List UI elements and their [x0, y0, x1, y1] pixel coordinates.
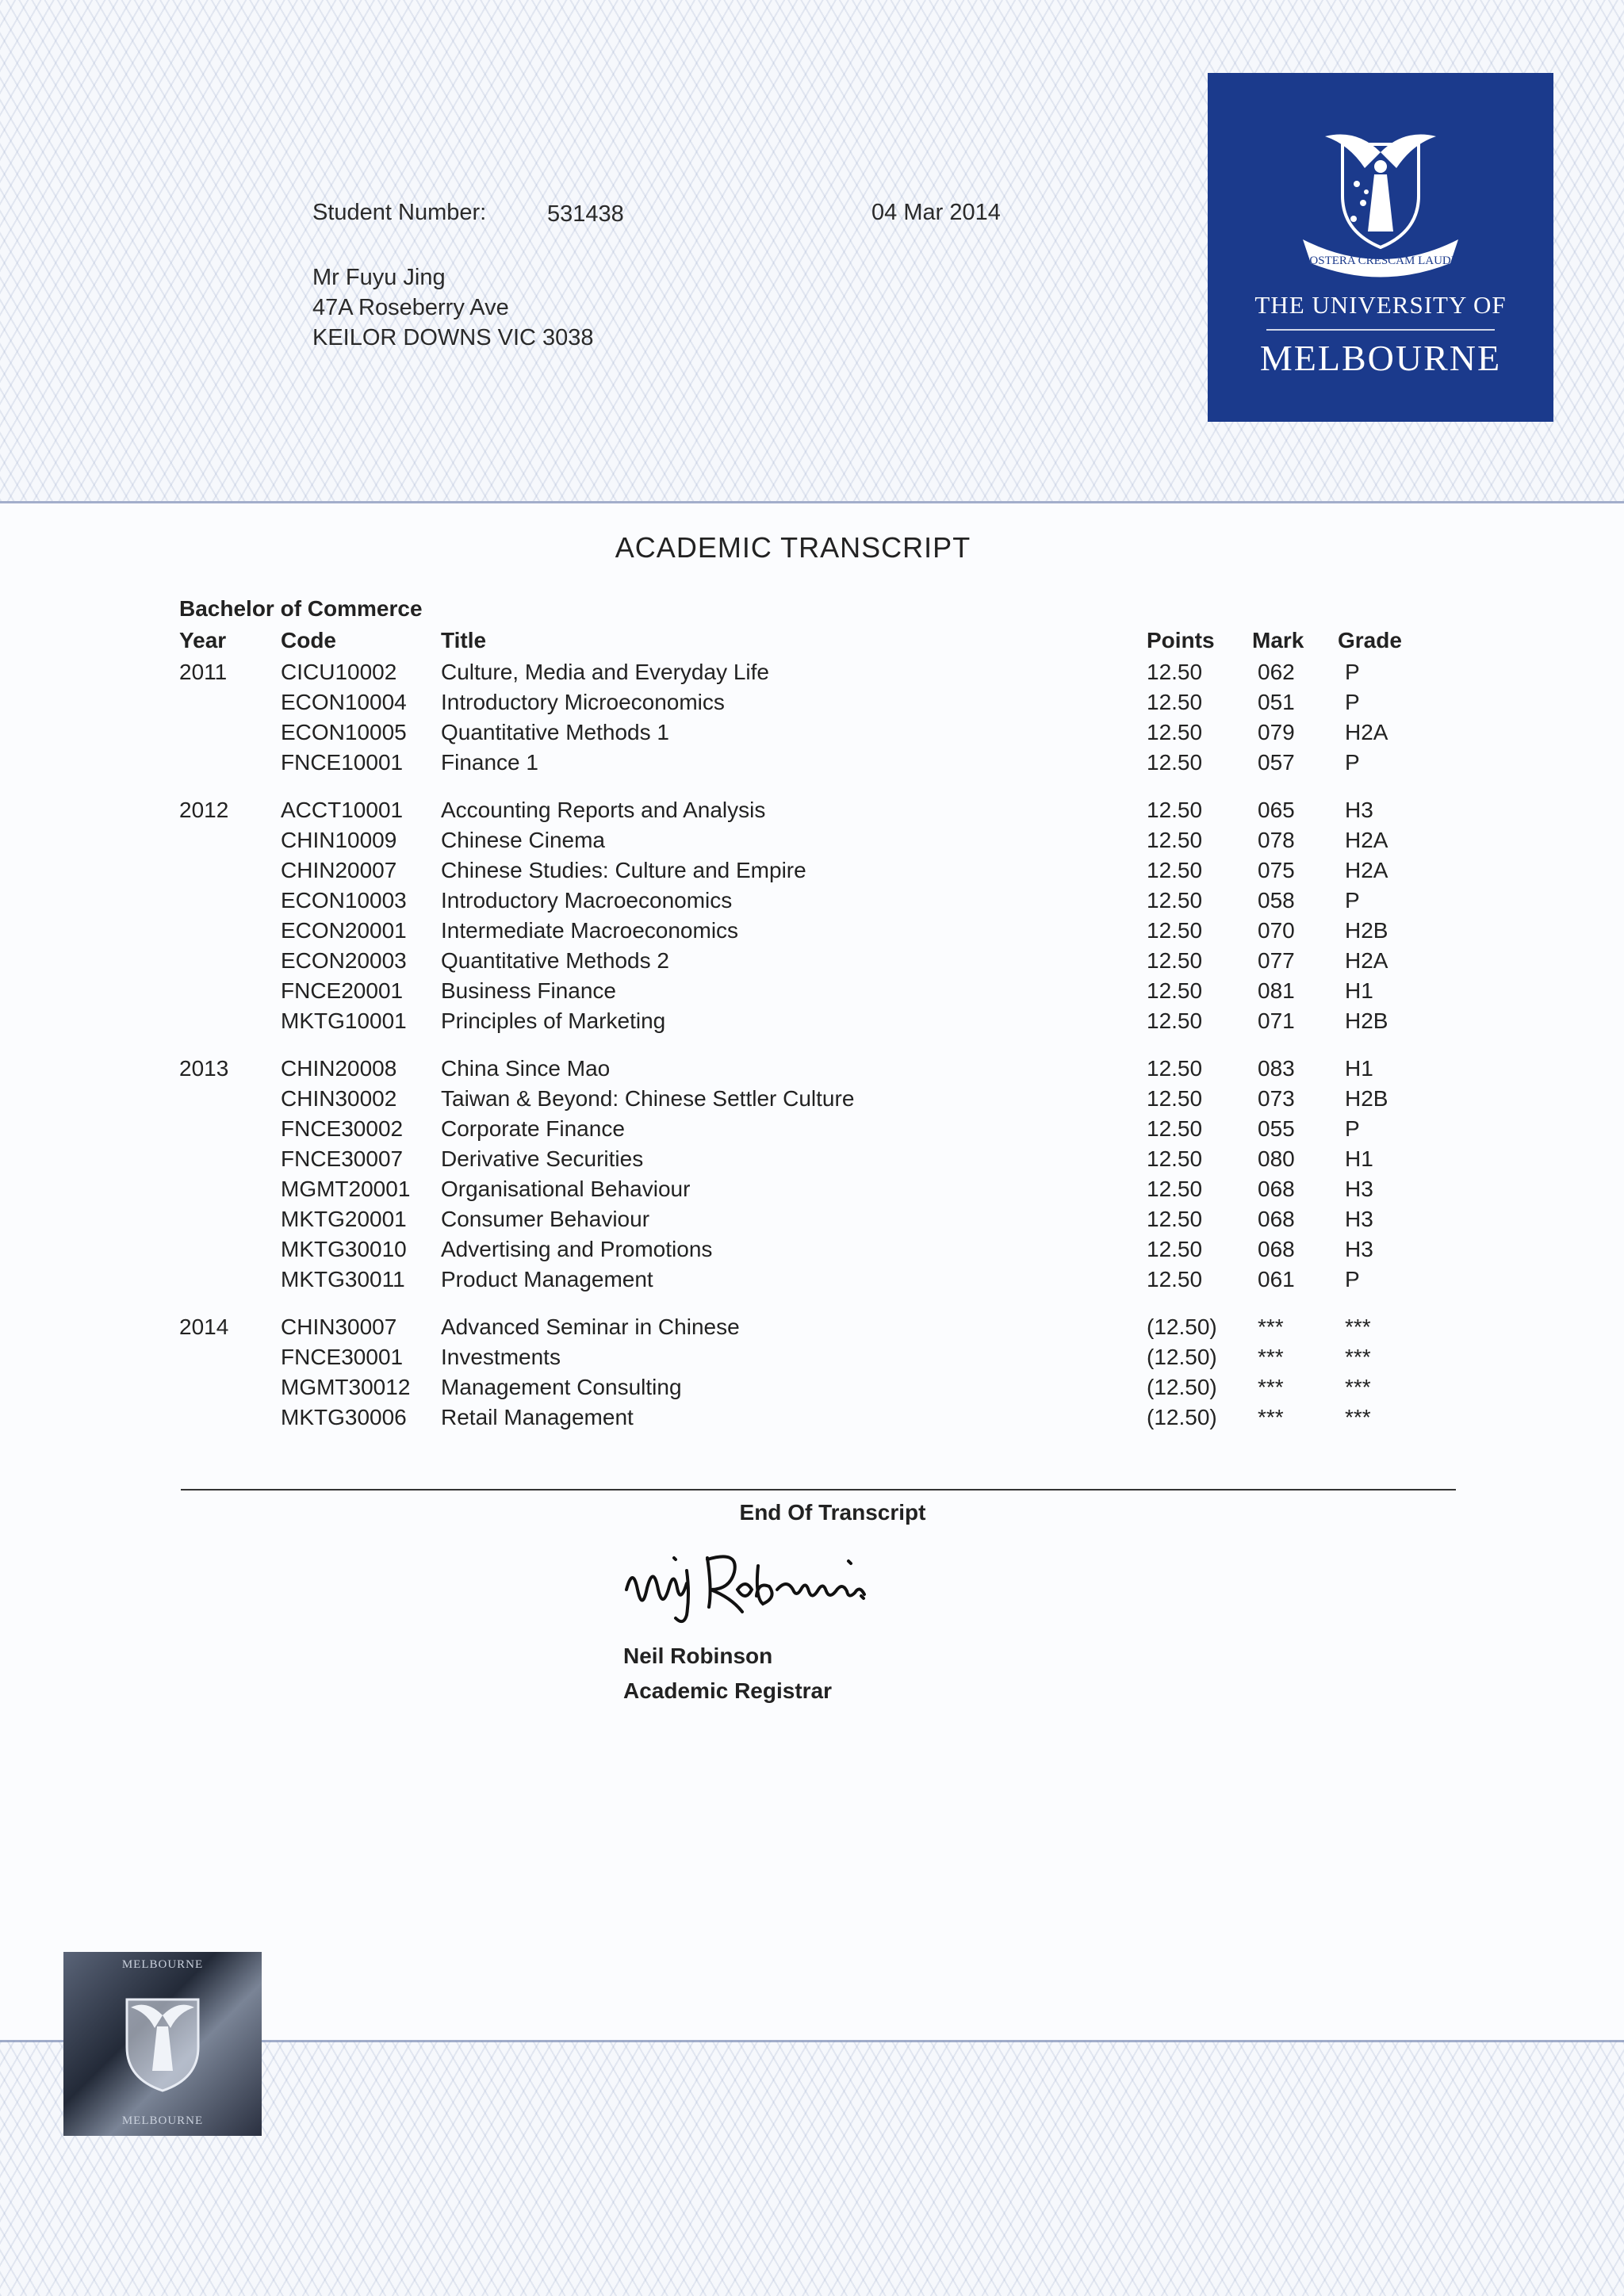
row-mark: 055 — [1258, 1116, 1295, 1141]
row-code: MKTG30006 — [281, 1405, 407, 1429]
row-year: 2012 — [179, 798, 229, 822]
column-year: Year — [179, 628, 227, 652]
row-points: 12.50 — [1147, 978, 1203, 1003]
column-mark: Mark — [1252, 628, 1304, 652]
row-title: Taiwan & Beyond: Chinese Settler Culture — [441, 1086, 855, 1111]
row-title: Derivative Securities — [441, 1146, 644, 1171]
row-code: MGMT30012 — [281, 1375, 411, 1399]
table-row — [0, 948, 1624, 978]
row-grade: H3 — [1345, 798, 1373, 822]
row-title: Quantitative Methods 1 — [441, 720, 669, 744]
row-mark: 071 — [1258, 1008, 1295, 1033]
row-points: 12.50 — [1147, 1086, 1203, 1111]
table-row — [0, 1116, 1624, 1146]
program-name: Bachelor of Commerce — [179, 596, 423, 621]
row-grade: P — [1345, 750, 1360, 775]
row-grade: H2A — [1345, 858, 1388, 882]
row-grade: P — [1345, 888, 1360, 913]
row-code: CHIN10009 — [281, 828, 397, 852]
row-title: Advertising and Promotions — [441, 1237, 713, 1261]
issue-date: 04 Mar 2014 — [871, 200, 1001, 225]
row-points: 12.50 — [1147, 1207, 1203, 1231]
row-code: CICU10002 — [281, 660, 397, 684]
table-row — [0, 828, 1624, 858]
row-mark: 057 — [1258, 750, 1295, 775]
row-points: 12.50 — [1147, 1146, 1203, 1171]
row-title: Product Management — [441, 1267, 653, 1292]
row-code: MKTG30010 — [281, 1237, 407, 1261]
table-row — [0, 720, 1624, 750]
row-code: ECON10003 — [281, 888, 407, 913]
table-row — [0, 918, 1624, 948]
row-title: Chinese Studies: Culture and Empire — [441, 858, 806, 882]
row-title: Business Finance — [441, 978, 617, 1003]
row-mark: 061 — [1258, 1267, 1295, 1292]
row-points: (12.50) — [1147, 1345, 1217, 1369]
row-mark: *** — [1258, 1375, 1284, 1399]
logo-line-2: MELBOURNE — [1259, 338, 1502, 378]
row-code: ECON20001 — [281, 918, 407, 943]
row-title: Consumer Behaviour — [441, 1207, 650, 1231]
row-points: 12.50 — [1147, 660, 1203, 684]
header-divider — [0, 501, 1624, 503]
table-row — [0, 858, 1624, 888]
row-grade: P — [1345, 690, 1360, 714]
row-code: FNCE10001 — [281, 750, 404, 775]
row-points: 12.50 — [1147, 720, 1203, 744]
row-code: FNCE30002 — [281, 1116, 404, 1141]
table-row — [0, 1314, 1624, 1345]
row-grade: H2A — [1345, 828, 1388, 852]
row-mark: 081 — [1258, 978, 1295, 1003]
row-mark: 065 — [1258, 798, 1295, 822]
hologram-crest-icon — [119, 1992, 206, 2095]
row-title: Organisational Behaviour — [441, 1177, 691, 1201]
row-title: Chinese Cinema — [441, 828, 605, 852]
row-year: 2011 — [179, 660, 228, 684]
row-code: MKTG10001 — [281, 1008, 407, 1033]
row-grade: P — [1345, 660, 1360, 684]
row-title: Investments — [441, 1345, 561, 1369]
row-title: Principles of Marketing — [441, 1008, 666, 1033]
row-code: ECON10005 — [281, 720, 407, 744]
row-grade: H2A — [1345, 720, 1388, 744]
row-code: FNCE30007 — [281, 1146, 404, 1171]
row-mark: 080 — [1258, 1146, 1295, 1171]
table-row — [0, 1146, 1624, 1177]
column-grade: Grade — [1338, 628, 1402, 652]
row-year: 2014 — [179, 1314, 229, 1339]
row-grade: H3 — [1345, 1237, 1373, 1261]
table-row — [0, 1008, 1624, 1039]
row-grade: H2B — [1345, 1086, 1388, 1111]
column-title: Title — [441, 628, 487, 652]
row-code: FNCE30001 — [281, 1345, 404, 1369]
row-points: 12.50 — [1147, 690, 1203, 714]
table-row — [0, 978, 1624, 1008]
table-row — [0, 1177, 1624, 1207]
row-mark: 068 — [1258, 1177, 1295, 1201]
logo-divider — [1266, 329, 1495, 331]
table-row — [0, 1056, 1624, 1086]
student-number-label: Student Number: — [312, 200, 487, 225]
row-title: Finance 1 — [441, 750, 538, 775]
row-code: MKTG30011 — [281, 1267, 405, 1292]
row-points: 12.50 — [1147, 1267, 1203, 1292]
row-points: 12.50 — [1147, 1177, 1203, 1201]
row-grade: H3 — [1345, 1177, 1373, 1201]
row-code: ECON10004 — [281, 690, 407, 714]
row-title: Culture, Media and Everyday Life — [441, 660, 769, 684]
row-points: (12.50) — [1147, 1375, 1217, 1399]
row-title: Intermediate Macroeconomics — [441, 918, 739, 943]
table-row — [0, 798, 1624, 828]
row-points: 12.50 — [1147, 1237, 1203, 1261]
row-grade: *** — [1345, 1314, 1371, 1339]
row-code: MKTG20001 — [281, 1207, 407, 1231]
row-grade: *** — [1345, 1405, 1371, 1429]
row-mark: 068 — [1258, 1207, 1295, 1231]
row-mark: 075 — [1258, 858, 1295, 882]
row-points: 12.50 — [1147, 948, 1203, 973]
column-points: Points — [1147, 628, 1215, 652]
address-line-3: KEILOR DOWNS VIC 3038 — [312, 325, 594, 350]
row-points: 12.50 — [1147, 1008, 1203, 1033]
signature-image — [619, 1534, 952, 1637]
row-mark: 070 — [1258, 918, 1295, 943]
row-code: CHIN30002 — [281, 1086, 397, 1111]
row-code: ACCT10001 — [281, 798, 404, 822]
address-line-1: Mr Fuyu Jing — [312, 265, 446, 290]
signatory-name: Neil Robinson — [623, 1644, 773, 1668]
row-title: Quantitative Methods 2 — [441, 948, 669, 973]
end-of-transcript: End Of Transcript — [739, 1500, 926, 1525]
row-points: 12.50 — [1147, 1056, 1203, 1081]
hologram-seal — [63, 1952, 262, 2136]
hologram-text-bottom: MELBOURNE — [121, 2114, 204, 2127]
row-points: 12.50 — [1147, 888, 1203, 913]
row-mark: *** — [1258, 1314, 1284, 1339]
column-code: Code — [281, 628, 336, 652]
row-mark: 073 — [1258, 1086, 1295, 1111]
row-mark: 058 — [1258, 888, 1295, 913]
row-mark: 062 — [1258, 660, 1295, 684]
row-mark: 077 — [1258, 948, 1295, 973]
row-grade: *** — [1345, 1345, 1371, 1369]
table-row — [0, 750, 1624, 780]
table-row — [0, 1086, 1624, 1116]
table-row — [0, 660, 1624, 690]
row-grade: H1 — [1345, 978, 1373, 1003]
table-row — [0, 1267, 1624, 1297]
row-title: Introductory Microeconomics — [441, 690, 725, 714]
row-points: 12.50 — [1147, 750, 1203, 775]
table-row — [0, 1237, 1624, 1267]
row-grade: H2A — [1345, 948, 1388, 973]
row-code: CHIN20008 — [281, 1056, 397, 1081]
row-grade: H3 — [1345, 1207, 1373, 1231]
row-title: Accounting Reports and Analysis — [441, 798, 766, 822]
row-title: Corporate Finance — [441, 1116, 625, 1141]
row-title: Introductory Macroeconomics — [441, 888, 733, 913]
row-code: CHIN20007 — [281, 858, 397, 882]
row-mark: 078 — [1258, 828, 1295, 852]
row-points: 12.50 — [1147, 918, 1203, 943]
row-grade: H2B — [1345, 1008, 1388, 1033]
row-title: Retail Management — [441, 1405, 634, 1429]
document-title: ACADEMIC TRANSCRIPT — [615, 531, 971, 564]
row-points: 12.50 — [1147, 798, 1203, 822]
university-logo — [1208, 73, 1553, 422]
row-code: CHIN30007 — [281, 1314, 397, 1339]
end-rule — [181, 1489, 1456, 1490]
logo-line-1: THE UNIVERSITY OF — [1254, 291, 1507, 319]
row-grade: H1 — [1345, 1146, 1373, 1171]
row-mark: 079 — [1258, 720, 1295, 744]
logo-motto: POSTERA CRESCAM LAUDE — [1303, 254, 1458, 267]
student-number: 531438 — [547, 201, 624, 227]
row-mark: 083 — [1258, 1056, 1295, 1081]
row-year: 2013 — [179, 1056, 229, 1081]
table-row — [0, 1405, 1624, 1435]
row-mark: 051 — [1258, 690, 1295, 714]
row-grade: P — [1345, 1267, 1360, 1292]
table-row — [0, 690, 1624, 720]
row-mark: *** — [1258, 1345, 1284, 1369]
row-grade: H1 — [1345, 1056, 1373, 1081]
row-points: (12.50) — [1147, 1314, 1217, 1339]
row-grade: P — [1345, 1116, 1360, 1141]
signatory-title: Academic Registrar — [623, 1678, 833, 1703]
address-line-2: 47A Roseberry Ave — [312, 295, 509, 320]
row-code: FNCE20001 — [281, 978, 404, 1003]
row-points: 12.50 — [1147, 858, 1203, 882]
row-grade: H2B — [1345, 918, 1388, 943]
row-title: China Since Mao — [441, 1056, 611, 1081]
row-mark: 068 — [1258, 1237, 1295, 1261]
row-points: 12.50 — [1147, 828, 1203, 852]
table-row — [0, 1375, 1624, 1405]
hologram-text-top: MELBOURNE — [121, 1958, 204, 1971]
table-row — [0, 888, 1624, 918]
table-row — [0, 1345, 1624, 1375]
crest-icon — [1287, 121, 1474, 279]
row-mark: *** — [1258, 1405, 1284, 1429]
row-points: 12.50 — [1147, 1116, 1203, 1141]
row-title: Advanced Seminar in Chinese — [441, 1314, 740, 1339]
row-code: ECON20003 — [281, 948, 407, 973]
row-points: (12.50) — [1147, 1405, 1217, 1429]
table-row — [0, 1207, 1624, 1237]
row-grade: *** — [1345, 1375, 1371, 1399]
row-code: MGMT20001 — [281, 1177, 411, 1201]
row-title: Management Consulting — [441, 1375, 682, 1399]
